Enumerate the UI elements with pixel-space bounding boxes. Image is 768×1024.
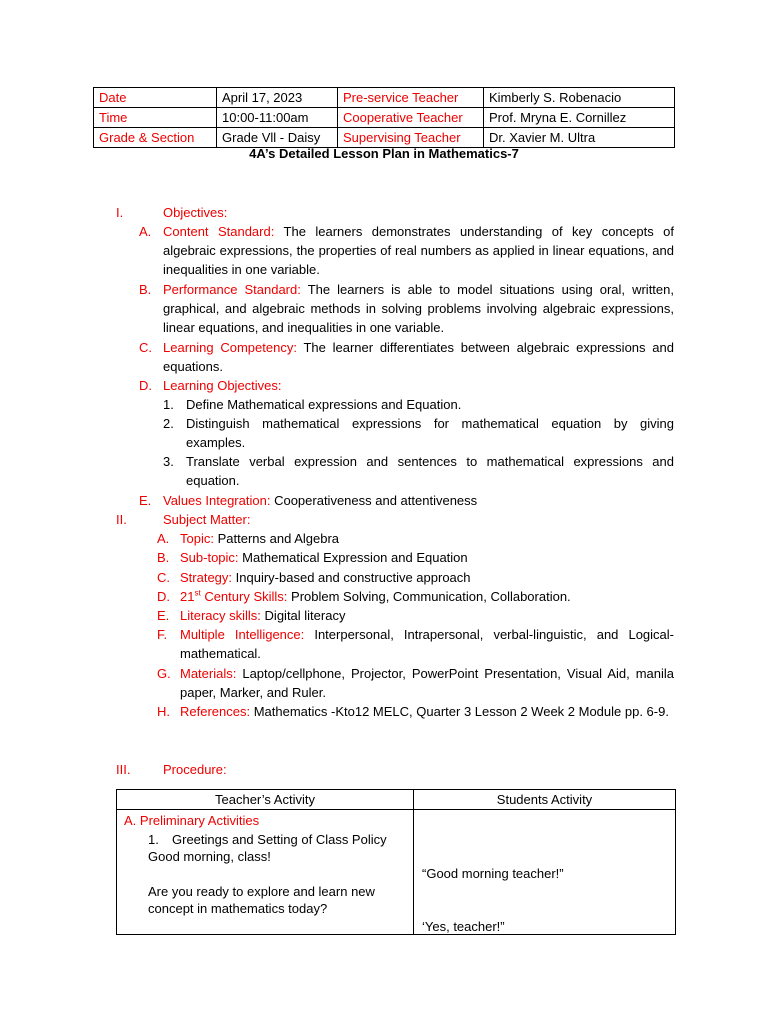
performance-standard — [163, 280, 674, 337]
century-skills — [180, 587, 571, 606]
time-value: 10:00-11:00am — [217, 108, 338, 128]
item-marker: A. — [139, 224, 152, 239]
objective-item: Translate verbal expression and sentences to mathematical expressions and equation. — [186, 454, 674, 488]
preservice-label: Pre-service Teacher — [338, 88, 484, 108]
item-text: Digital literacy — [264, 608, 346, 623]
date-value: April 17, 2023 — [217, 88, 338, 108]
supervising-value: Dr. Xavier M. Ultra — [484, 128, 675, 148]
item-text: Interpersonal, Intrapersonal, verbal-linguistic, and Logical-mathematical. — [180, 627, 674, 661]
literacy-skills — [180, 606, 345, 625]
item-label: Multiple Intelligence: — [180, 627, 305, 642]
topic — [180, 529, 339, 548]
item-text: Problem Solving, Communication, Collaboration. — [291, 589, 571, 604]
item-text: The learner differentiates between algebraic expressions and equations. — [163, 340, 674, 374]
multiple-intelligence — [180, 625, 674, 663]
column-header-students: Students Activity — [414, 790, 676, 810]
item-marker: G. — [157, 666, 171, 681]
page-title: 4A’s Detailed Lesson Plan in Mathematics-7 — [249, 146, 519, 161]
item-label: Strategy: — [180, 570, 233, 585]
header-row — [94, 128, 675, 148]
item-text: Laptop/cellphone, Projector, PowerPoint Presentation, Visual Aid, manila paper, Marker, and Ruler. — [180, 666, 674, 700]
procedure-table — [116, 789, 676, 935]
section-number: I. — [116, 205, 124, 220]
learning-competency — [163, 338, 674, 376]
section-heading: Subject Matter: — [163, 512, 251, 527]
item-marker: D. — [157, 589, 170, 604]
section-number: II. — [116, 512, 127, 527]
student-response: ‘Yes, teacher!” — [422, 919, 505, 934]
section-number: III. — [116, 762, 131, 777]
item-text: Patterns and Algebra — [217, 531, 340, 546]
label-rest: Century Skills: — [200, 589, 288, 604]
learning-objectives-label: Learning Objectives: — [163, 378, 282, 393]
item-label: Performance Standard: — [163, 282, 301, 297]
preliminary-activities: A. Preliminary Activities — [124, 813, 260, 828]
content-standard — [163, 222, 674, 279]
item-marker: E. — [157, 608, 170, 623]
item-text: Mathematical Expression and Equation — [242, 550, 468, 565]
strategy — [180, 568, 471, 587]
list-number: 1. — [163, 397, 174, 412]
item-marker: A. — [157, 531, 170, 546]
values-integration — [163, 491, 477, 510]
item-text: Cooperativeness and attentiveness — [274, 493, 478, 508]
preservice-value: Kimberly S. Robenacio — [484, 88, 675, 108]
header-table — [93, 87, 675, 148]
sub-topic — [180, 548, 468, 567]
header-row — [94, 88, 675, 108]
teacher-line: Good morning, class! — [148, 849, 271, 864]
objective-item: Distinguish mathematical expressions for mathematical equation by giving examples. — [186, 416, 674, 450]
item-label: Sub-topic: — [180, 550, 239, 565]
item-label: Topic: — [180, 531, 214, 546]
table-row — [117, 810, 676, 935]
student-response: “Good morning teacher!” — [422, 866, 564, 881]
date-label: Date — [94, 88, 217, 108]
greetings-label: Greetings and Setting of Class Policy — [172, 832, 387, 847]
cooperative-value: Prof. Mryna E. Cornillez — [484, 108, 675, 128]
list-number: 2. — [163, 416, 174, 431]
item-text: The learners demonstrates understanding of key concepts of algebraic expressions, the properties of real numbers as applied in linear equations, and inequalities in one variable. — [163, 224, 674, 277]
item-label: Materials: — [180, 666, 237, 681]
item-marker: H. — [157, 704, 170, 719]
grade-label: Grade & Section — [94, 128, 217, 148]
grade-value: Grade Vll - Daisy — [217, 128, 338, 148]
teacher-activity-cell — [117, 810, 414, 935]
item-text: Mathematics -Kto12 MELC, Quarter 3 Lesson 2 Week 2 Module pp. 6-9. — [253, 704, 669, 719]
item-marker: C. — [157, 570, 170, 585]
item-label: Literacy skills: — [180, 608, 261, 623]
item-marker: E. — [139, 493, 152, 508]
item-marker: D. — [139, 378, 152, 393]
label-number: 21 — [180, 589, 195, 604]
students-activity-cell — [414, 810, 676, 935]
item-label: References: — [180, 704, 251, 719]
item-text: Inquiry-based and constructive approach — [235, 570, 471, 585]
label-superscript: st — [194, 588, 201, 598]
item-text: The learners is able to model situations using oral, written, graphical, and algebraic methods in solving problems involving algebraic expressions, linear equations, and inequalities in one variable. — [163, 282, 674, 335]
supervising-label: Supervising Teacher — [338, 128, 484, 148]
section-heading: Objectives: — [163, 205, 228, 220]
header-row — [94, 108, 675, 128]
materials — [180, 664, 674, 702]
list-number: 3. — [163, 454, 174, 469]
teacher-line: Are you ready to explore and learn new concept in mathematics today? — [148, 884, 375, 916]
list-number: 1. — [148, 832, 159, 847]
item-marker: C. — [139, 340, 152, 355]
item-marker: B. — [157, 550, 170, 565]
item-label: Values Integration: — [163, 493, 271, 508]
column-header-teacher: Teacher’s Activity — [117, 790, 414, 810]
time-label: Time — [94, 108, 217, 128]
item-marker: B. — [139, 282, 152, 297]
section-heading: Procedure: — [163, 762, 227, 777]
objective-item: Define Mathematical expressions and Equation. — [186, 397, 462, 412]
cooperative-label: Cooperative Teacher — [338, 108, 484, 128]
item-label: Content Standard: — [163, 224, 275, 239]
item-label — [180, 589, 287, 604]
references — [180, 702, 674, 721]
item-label: Learning Competency: — [163, 340, 297, 355]
table-header-row — [117, 790, 676, 810]
item-marker: F. — [157, 627, 168, 642]
